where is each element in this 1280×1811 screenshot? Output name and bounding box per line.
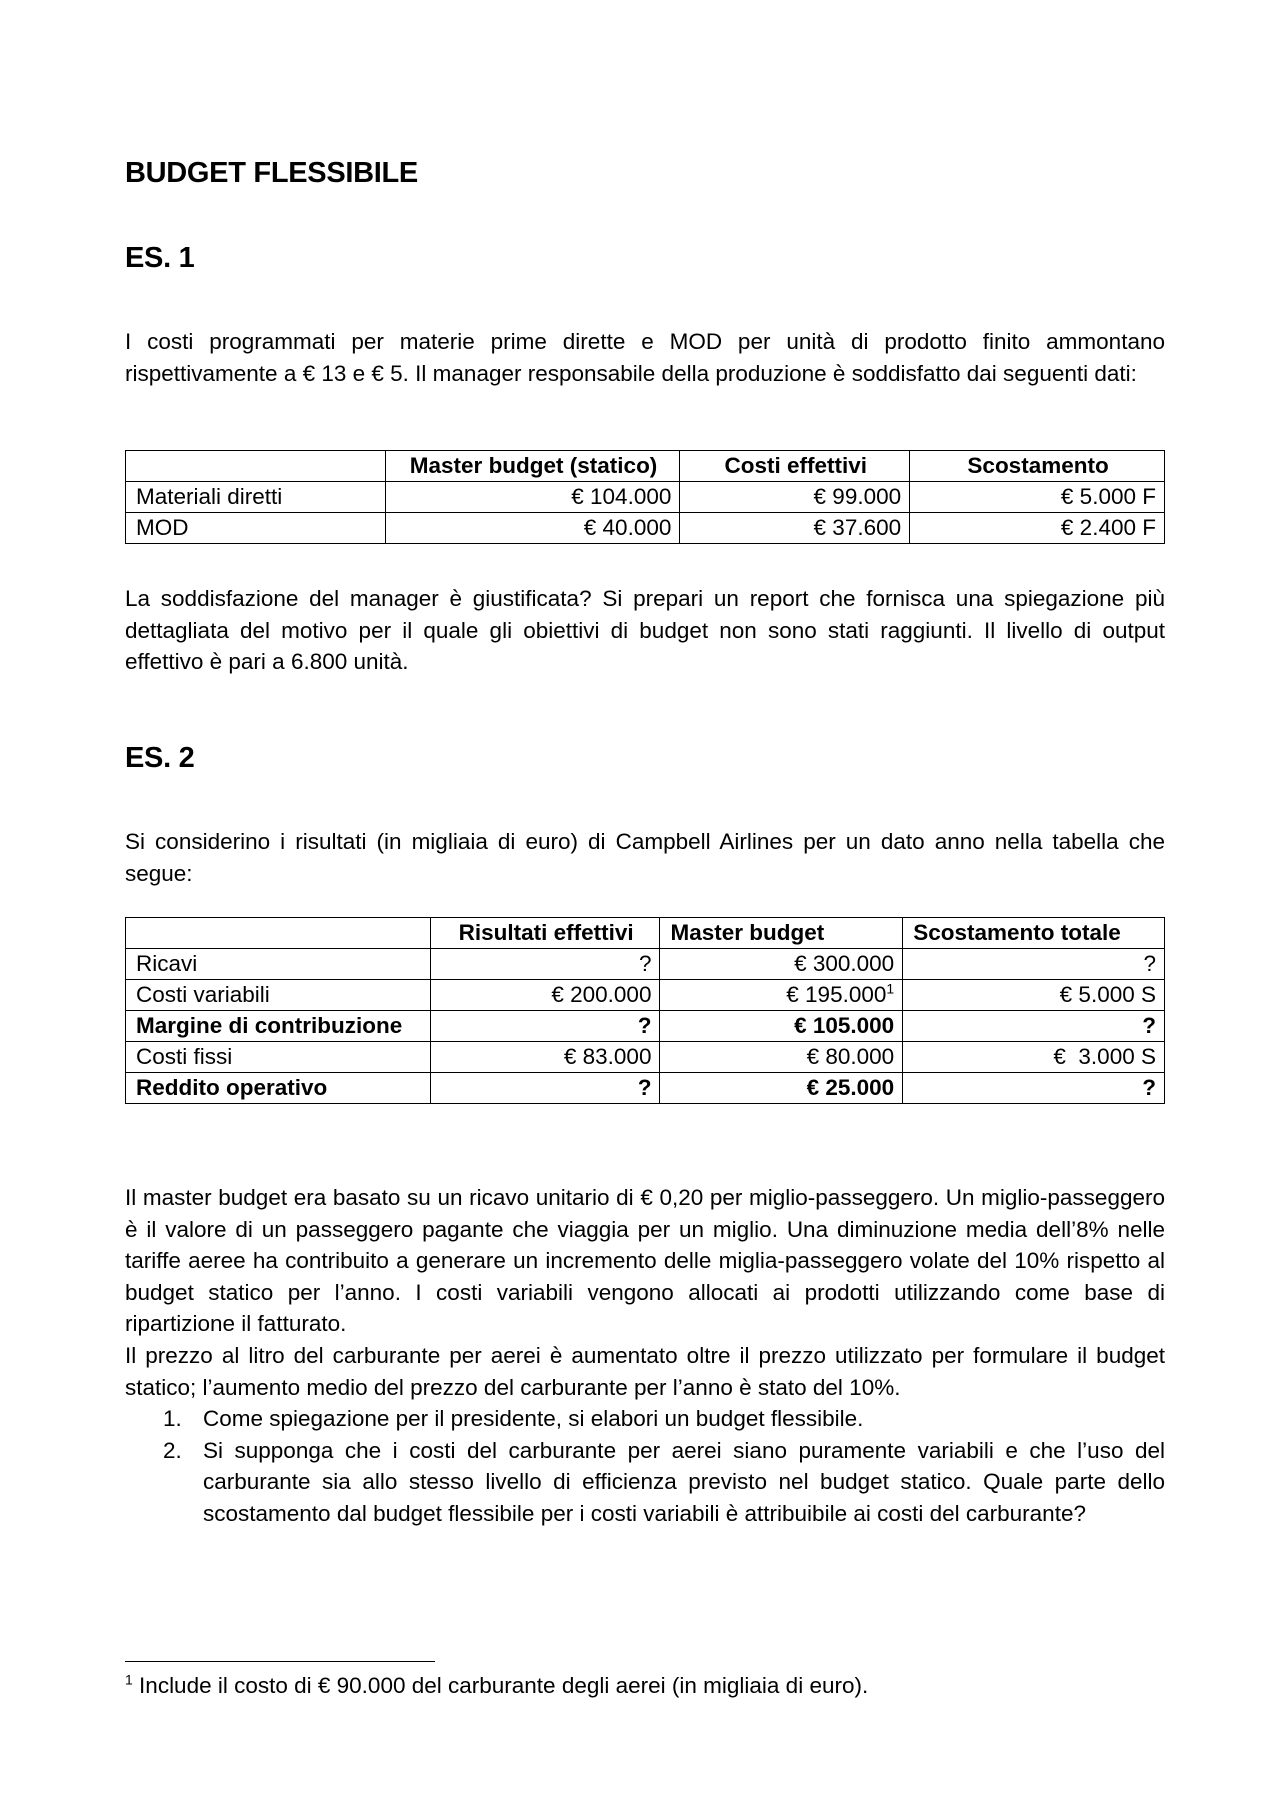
es2-table <box>125 917 1165 1104</box>
table-header <box>126 918 431 949</box>
table-header: Costi effettivi <box>680 451 910 482</box>
table-header: Risultati effettivi <box>430 918 660 949</box>
table-row <box>126 949 1165 980</box>
cell-value: € 195.000 <box>786 982 887 1007</box>
table-cell: € 83.000 <box>430 1042 660 1073</box>
list-item <box>125 1435 1165 1530</box>
table-cell <box>660 980 903 1011</box>
table-cell: € 5.000 S <box>903 980 1165 1011</box>
list-number: 2. <box>163 1437 182 1463</box>
table-cell: Costi fissi <box>126 1042 431 1073</box>
es1-heading: ES. 1 <box>125 242 195 274</box>
table-cell: ? <box>430 1073 660 1104</box>
table-header: Master budget <box>660 918 903 949</box>
table-cell: ? <box>903 1011 1165 1042</box>
table-row <box>126 482 1165 513</box>
table-cell: € 3.000 S <box>903 1042 1165 1073</box>
table-cell: € 104.000 <box>385 482 680 513</box>
footnote-ref: 1 <box>886 980 895 997</box>
table-header: Scostamento <box>910 451 1165 482</box>
table-cell: ? <box>903 949 1165 980</box>
table-cell: Costi variabili <box>126 980 431 1011</box>
table-cell: € 99.000 <box>680 482 910 513</box>
list-number: 1. <box>163 1406 182 1431</box>
table-header-row <box>126 451 1165 482</box>
table-header-row <box>126 918 1165 949</box>
table-cell: € 105.000 <box>660 1011 903 1042</box>
table-cell: Reddito operativo <box>126 1073 431 1104</box>
list-item <box>125 1403 1165 1435</box>
table-cell: Margine di contribuzione <box>126 1011 431 1042</box>
footnote-text: Include il costo di € 90.000 del carburante degli aerei (in migliaia di euro). <box>132 1673 869 1698</box>
table-cell: ? <box>430 1011 660 1042</box>
footnote-separator <box>125 1661 435 1662</box>
table-cell: Ricavi <box>126 949 431 980</box>
es1-question: La soddisfazione del manager è giustificata? Si prepari un report che fornisca una spiegazione più dettagliata del motivo per il quale gli obiettivi di budget non sono stati raggiunti. Il livello di output effettivo è pari a 6.800 unità. <box>125 586 1165 674</box>
list-text: Come spiegazione per il presidente, si elabori un budget flessibile. <box>203 1406 864 1431</box>
document-title: BUDGET FLESSIBILE <box>125 157 418 189</box>
es2-paragraph-2: Il prezzo al litro del carburante per aerei è aumentato oltre il prezzo utilizzato per formulare il budget statico; l’aumento medio del prezzo del carburante per l’anno è stato del 10%. <box>125 1343 1165 1400</box>
es2-heading: ES. 2 <box>125 742 195 774</box>
table-row <box>126 1073 1165 1104</box>
footnote <box>125 1670 868 1701</box>
table-cell: € 80.000 <box>660 1042 903 1073</box>
table-cell: € 5.000 F <box>910 482 1165 513</box>
es1-intro: I costi programmati per materie prime dirette e MOD per unità di prodotto finito ammontano rispettivamente a € 13 e € 5. Il manager responsabile della produzione è soddisfatto dai seguenti dati: <box>125 329 1165 386</box>
table-cell: ? <box>903 1073 1165 1104</box>
es2-question-list <box>125 1403 1165 1529</box>
table-cell: Materiali diretti <box>126 482 386 513</box>
table-row <box>126 980 1165 1011</box>
table-cell: € 25.000 <box>660 1073 903 1104</box>
es2-paragraph-1: Il master budget era basato su un ricavo unitario di € 0,20 per miglio-passeggero. Un miglio-passeggero è il valore di un passeggero pagante che viaggia per un miglio. Una diminuzione media dell’8% nelle tariffe aeree ha contribuito a generare un incremento delle miglia-passeggero volate del 10% rispetto al budget statico per l’anno. I costi variabili vengono allocati ai prodotti utilizzando come base di ripartizione il fatturato. <box>125 1185 1165 1336</box>
table-cell: MOD <box>126 513 386 544</box>
table-row <box>126 1011 1165 1042</box>
table-cell: € 300.000 <box>660 949 903 980</box>
table-cell: ? <box>430 949 660 980</box>
table-header: Master budget (statico) <box>385 451 680 482</box>
table-row <box>126 1042 1165 1073</box>
es1-table <box>125 450 1165 544</box>
footnote-marker: 1 <box>125 1671 133 1688</box>
table-row <box>126 513 1165 544</box>
table-cell: € 40.000 <box>385 513 680 544</box>
table-cell: € 2.400 F <box>910 513 1165 544</box>
table-cell: € 200.000 <box>430 980 660 1011</box>
table-header: Scostamento totale <box>903 918 1165 949</box>
es2-intro: Si considerino i risultati (in migliaia di euro) di Campbell Airlines per un dato anno nella tabella che segue: <box>125 829 1165 886</box>
list-text: Si supponga che i costi del carburante per aerei siano puramente variabili e che l’uso del carburante sia allo stesso livello di efficienza previsto nel budget statico. Quale parte dello scostamento dal budget flessibile per i costi variabili è attribuibile ai costi del carburante? <box>203 1437 1165 1526</box>
table-header <box>126 451 386 482</box>
table-cell: € 37.600 <box>680 513 910 544</box>
